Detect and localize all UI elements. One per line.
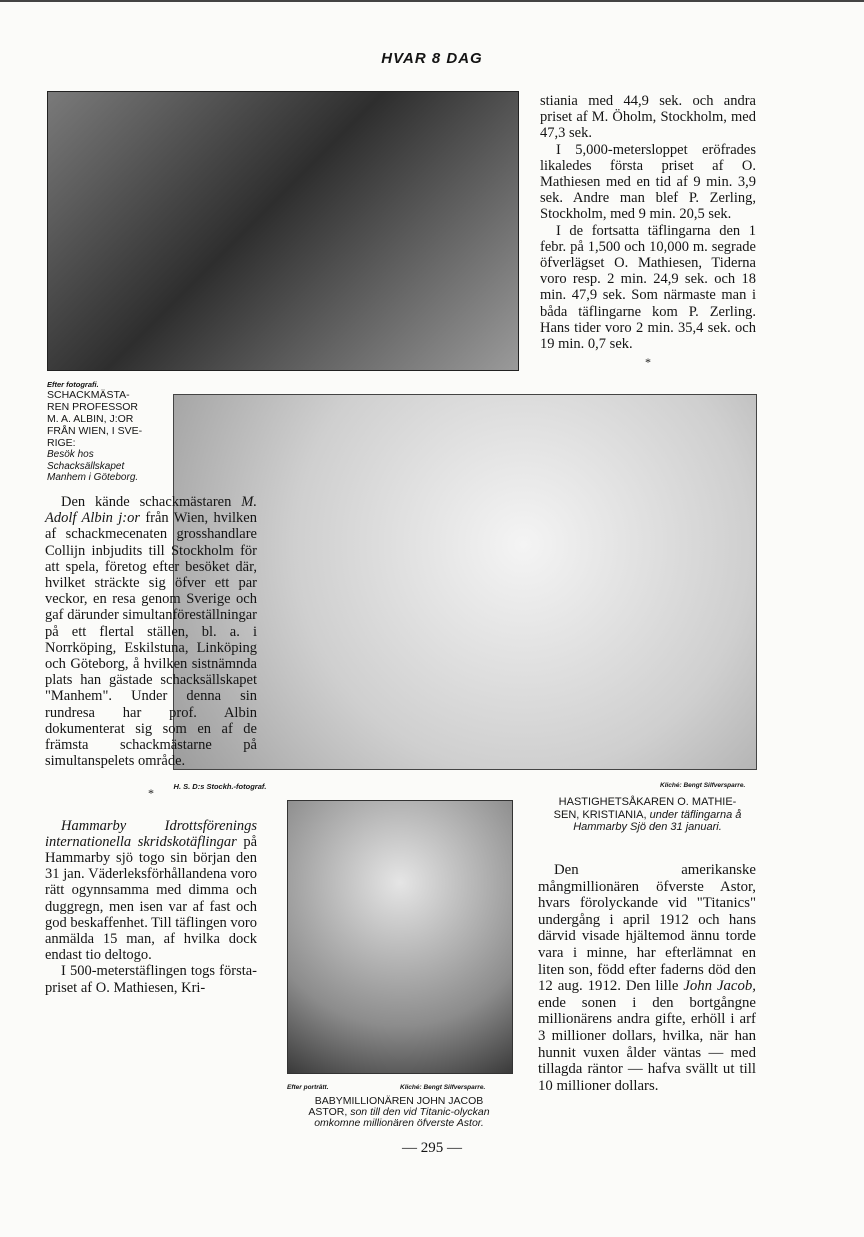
chess-caption-line-4: FRÅN WIEN, I SVE-: [47, 425, 143, 437]
chess-photo-credit: Efter fotografi.: [47, 380, 99, 389]
right-top-column: [540, 93, 756, 370]
chess-caption-line-3: M. A. ALBIN, J:OR: [47, 413, 134, 425]
chess-caption-line-2: REN PROFESSOR: [47, 401, 139, 413]
astor-paragraph: [538, 862, 756, 1094]
photo-chess-players: [47, 91, 519, 371]
chess-caption-line-1: SCHACKMÄSTA-: [47, 389, 130, 401]
right-top-paragraph-3: [540, 223, 756, 353]
page-number: — 295 —: [402, 1140, 462, 1156]
baby-credit-left: Efter porträtt.: [287, 1084, 329, 1091]
left-paragraph-1: [45, 494, 257, 769]
skater-credit-left: H. S. D:s Stockh.-fotograf.: [173, 782, 267, 791]
chess-caption-italic: Besök hos Schacksällskapet Manhem i Göteborg.: [47, 449, 139, 483]
right-top-paragraph-2: I 5,000-meterslоppet eröfrades likaledes första priset af O. Mathiesen med en tid af 9 min. 3,9 sek. Andre man blef P. Zerling, Stockholm, med 9 min. 20,5 sek.: [540, 141, 756, 223]
baby-caption-line-1: BABYMILLIONÄREN JOHN JACOB: [314, 1095, 484, 1107]
baby-caption-line-2: ASTOR,: [308, 1106, 348, 1118]
right-bottom-column: [538, 862, 756, 1094]
left-paragraph-2: [45, 818, 257, 964]
albin-name: M. Adolf Albin j:or: [45, 494, 257, 527]
hammarby-title: Hammarby Idrottsförenings internationella skridskotäflingar: [45, 817, 257, 850]
skater-caption: [535, 796, 760, 834]
right-top-paragraph-3a: I de fortsatta täflingarna den 1 febr. på 1,500 och 10,000 m. segrade öfverlägset O. Mathiesen, Tiderna voro resp.: [540, 222, 756, 288]
skater-caption-italic: under täflingarna å Hammarby Sjö den 31 januari.: [573, 808, 742, 833]
page-header: HVAR 8 DAG: [381, 50, 483, 67]
astor-paragraph-b: ende sonen i den bortgångne millionärens andra gifte, erhöll i arf 3 millioner dollars, hvilka, när han hunnit vuxen ålder väntas — med tillagda räntor — hafva svällt ut till 10 millioner dollars.: [538, 994, 756, 1094]
photo-baby-astor: [287, 800, 513, 1074]
left-star: *: [148, 786, 154, 801]
chess-caption-line-5: RIGE:: [47, 437, 76, 449]
left-paragraph-1b: från Wien, hvilken af schackmecenaten grosshandlare Collijn inbjudits till Stockholm för att spela, företog efter besöket där, hvilket sträckte sig öfver ett par veckor, en resa genom Sverige och gaf därunder simultanföreställningar på ett flertal ställen, bl. a. i Norrköping, Eskilstuna, Linköping och Göteborg, å hvilken sistnämnda plats han gästade schacksällskapet "Manhem". Under denna sin rundresa har prof. Albin dokumenterat sig som en af de främsta schackmästarne på simultanspelets område.: [45, 510, 257, 770]
right-top-star: *: [645, 355, 651, 370]
right-top-paragraph-1: stiania med 44,9 sek. och andra priset af M. Öholm, Stockholm, med 47,3 sek.: [540, 93, 756, 142]
left-paragraph-1a: Den kände schackmästaren: [61, 494, 232, 510]
left-column: [45, 494, 257, 996]
john-jacob-name: John Jacob,: [683, 978, 756, 995]
skater-credit-right: Kliché: Bengt Silfversparre.: [660, 782, 746, 789]
baby-caption: [284, 1096, 514, 1129]
photo-speed-skater: [173, 394, 757, 770]
top-rule: [0, 0, 864, 2]
right-top-paragraph-3b: 2 min. 24,9 sek. och 18 min. 47,9 sek. Som närmaste man i båda täflingarne kom P. Zerling. Hans tider voro 2 min. 35,4 sek. och 19 min. 0,7 sek.: [540, 271, 757, 353]
chess-caption: [47, 380, 155, 484]
skater-caption-line-2: SEN, KRISTIANIA,: [553, 808, 647, 821]
astor-paragraph-a: Den amerikanske mångmillionären öfverste Astor, hvars förolyckande vid "Titanics" undergång i april 1912 och hans därvid visade hjältemod ännu torde vara i minne, har efterlämnat en liten son, född efter faderns död den 12 aug. 1912. Den lille: [538, 862, 756, 995]
baby-caption-italic: son till den vid Titanic-olyckan omkomne millionären öfverste Astor.: [314, 1106, 490, 1129]
baby-credit-right: Kliché: Bengt Silfversparre.: [400, 1084, 486, 1091]
skater-caption-line-1: HASTIGHETSÅKAREN O. MATHIE-: [558, 796, 737, 808]
left-paragraph-2b: på Hammarby sjö togo sin början den 31 jan. Väderleksförhållandena voro rätt ogynnsamma med dimma och duggregn, men isen var af fast och god beskaffenhet. Till täflingen voro anmälda 15 man, af hvilka dock endast tio deltogo.: [45, 833, 257, 964]
left-paragraph-3: I 500-meterstäflingen togs första-priset af O. Mathiesen, Kri-: [45, 963, 257, 996]
